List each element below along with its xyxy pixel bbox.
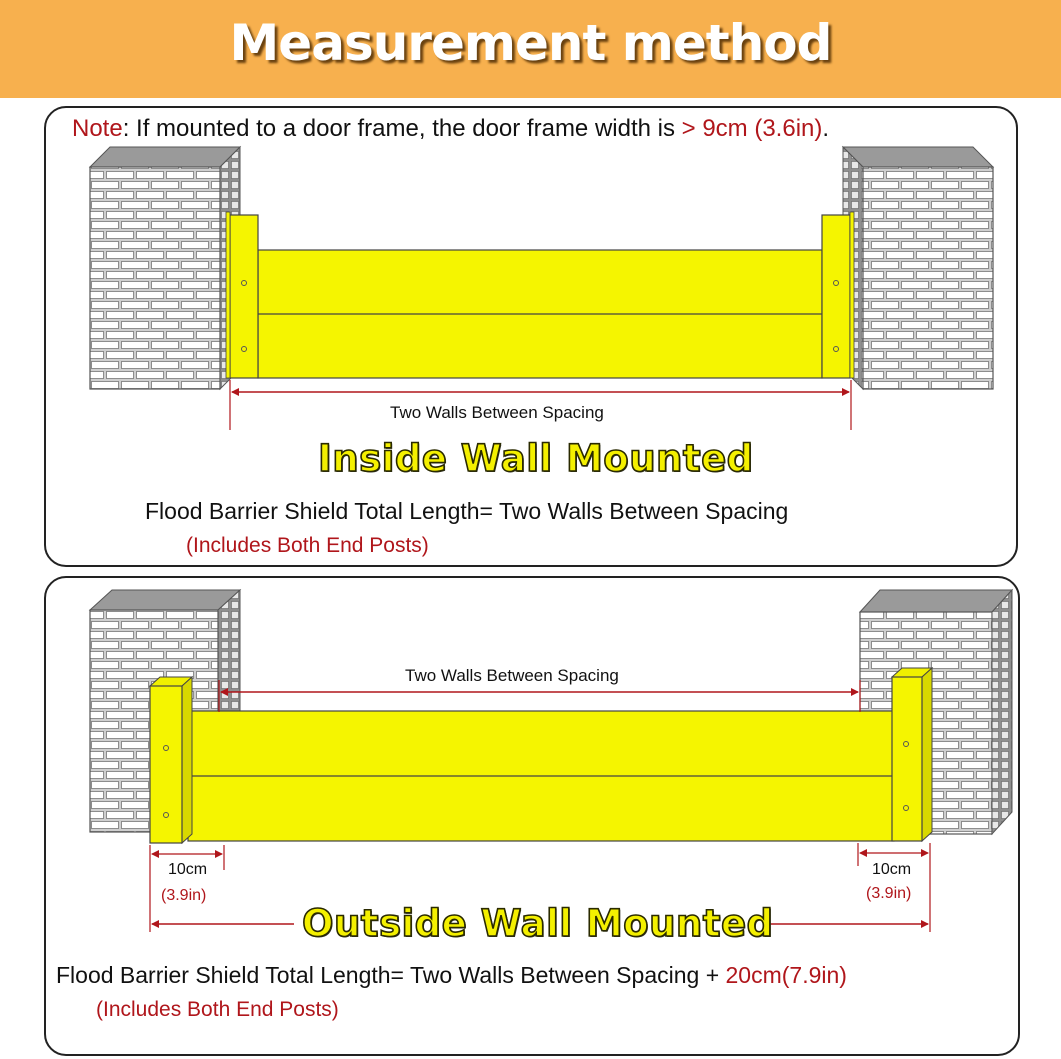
inside-right-wall [843,147,993,389]
outside-mounted-title: Outside Wall Mounted [302,902,774,945]
left-post-width-cm: 10cm [168,861,208,878]
inside-left-wall [90,147,240,389]
inside-formula: Flood Barrier Shield Total Length= Two Walls Between Spacing [145,498,789,524]
right-post-width-in: (3.9in) [866,885,912,902]
note-text: : If mounted to a door frame, the door frame width is [122,115,682,142]
outside-formula [56,962,847,989]
outside-left-post [150,677,192,843]
outside-includes-note: (Includes Both End Posts) [96,998,339,1021]
outside-spacing-label: Two Walls Between Spacing [405,666,619,685]
outside-formula-main: Flood Barrier Shield Total Length= Two Walls Between Spacing + [56,962,726,988]
note-prefix: Note [72,115,123,142]
inside-right-post [822,212,854,378]
door-frame-note [72,115,829,143]
inside-mounted-title: Inside Wall Mounted [318,437,754,480]
outside-barrier-panel [188,711,894,841]
outside-formula-extra: 20cm(7.9in) [725,962,847,988]
inside-left-post [226,212,258,378]
left-post-width-in: (3.9in) [161,887,207,904]
inside-barrier-panel [258,250,822,378]
note-width-value: > 9cm (3.6in) [681,115,823,142]
inside-spacing-label: Two Walls Between Spacing [390,403,604,422]
note-end: . [822,115,830,142]
right-post-width-cm: 10cm [872,861,912,878]
outside-right-post [892,668,932,841]
inside-includes-note: (Includes Both End Posts) [186,534,429,557]
page-title: Measurement method [229,14,832,72]
